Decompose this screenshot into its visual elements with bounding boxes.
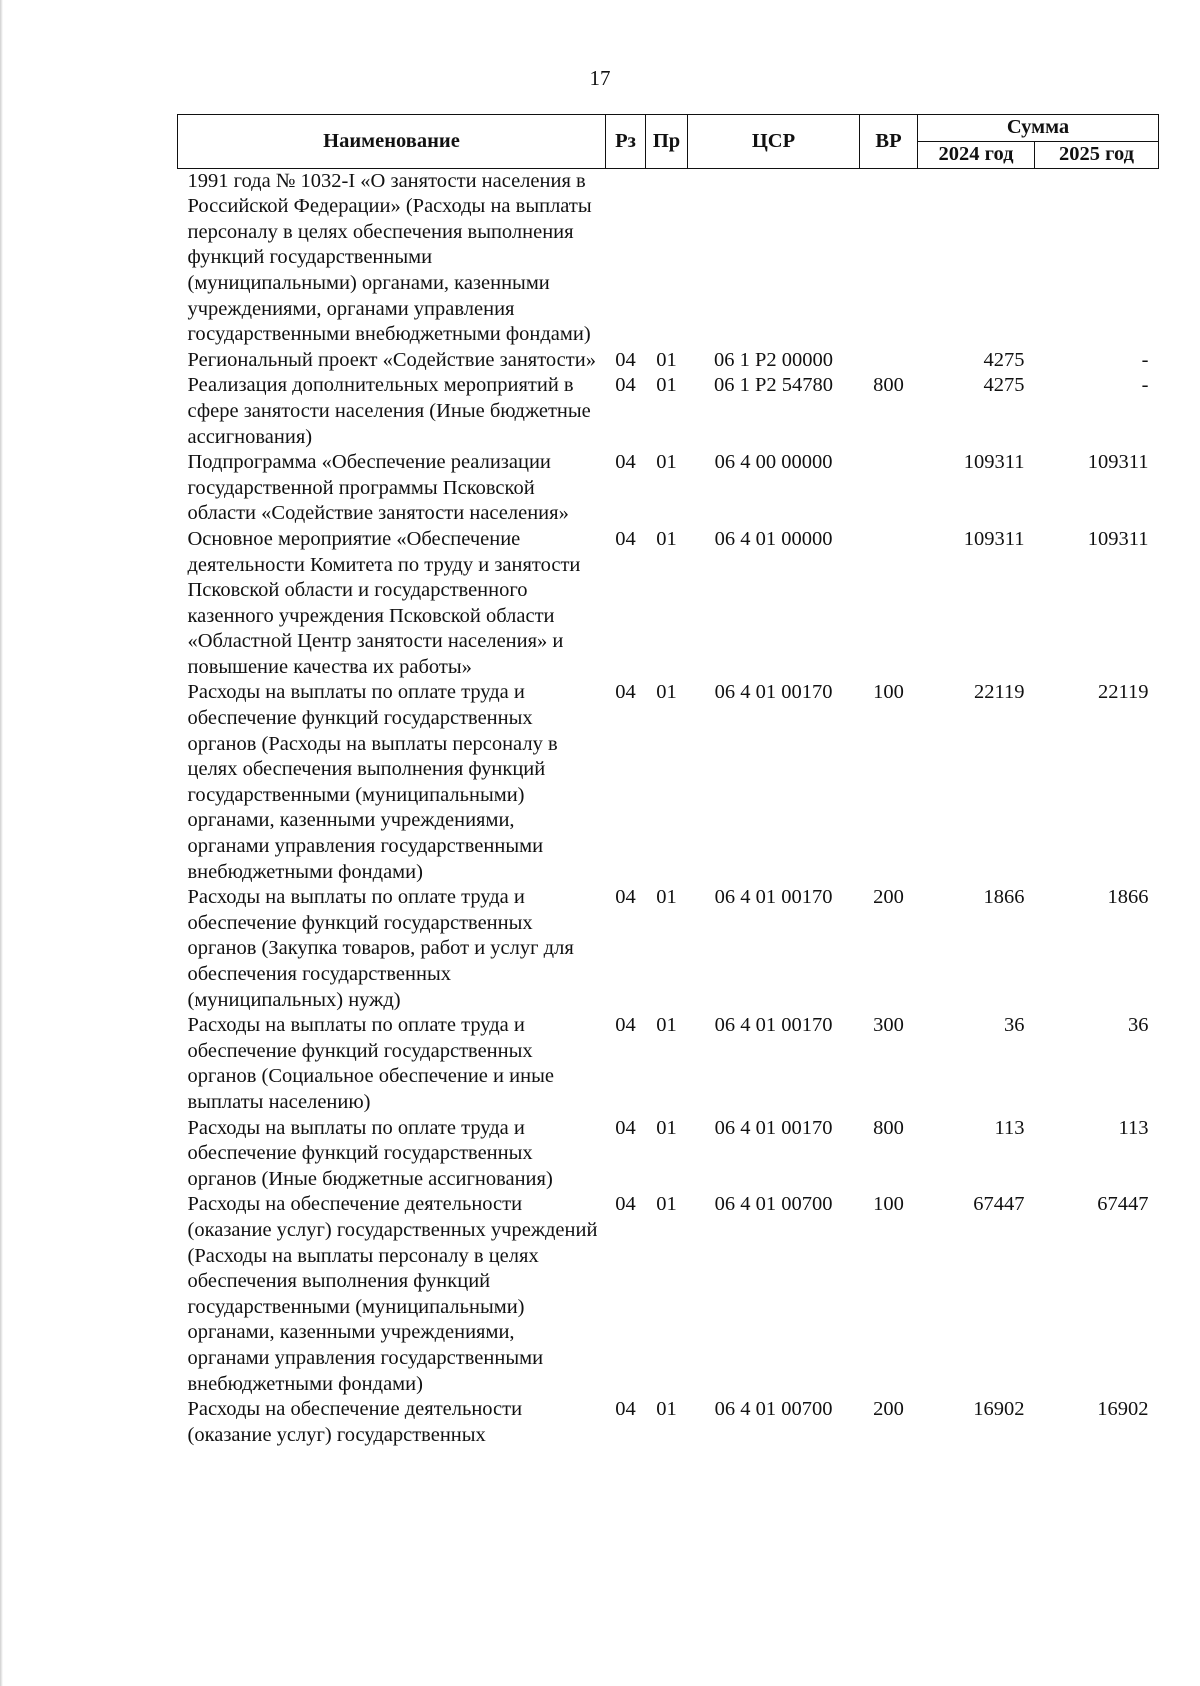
cell-csr: 06 4 01 00170 — [714, 681, 833, 704]
cell-sum-2024: 67447 — [973, 1193, 1025, 1216]
cell-vr — [860, 168, 918, 348]
header-name: Наименование — [178, 115, 606, 169]
cell-name: Расходы на обеспечение деятельности (оказание услуг) государственных учреждений (Расходы на выплаты персоналу в целях обеспечения выполнения функций государственными (муниципальными) органами, казенными учреждениями, органами управления государственными внебюджетными фондами) — [187, 1193, 598, 1395]
cell-csr: 06 1 Р2 00000 — [713, 348, 834, 371]
cell-csr: 06 4 01 00700 — [714, 1193, 833, 1216]
table-row — [178, 168, 1159, 348]
cell-sum-2025: 113 — [1118, 1116, 1149, 1139]
page-number: 17 — [589, 66, 611, 90]
cell-sum-2024: 109311 — [963, 451, 1025, 474]
cell-sum-2024 — [918, 168, 1035, 348]
budget-table — [177, 114, 1159, 1448]
cell-rz: 04 — [615, 886, 636, 909]
cell-sum-2024: 113 — [994, 1116, 1025, 1139]
cell-sum-2025: 22119 — [1098, 681, 1149, 704]
cell-sum-2024: 4275 — [983, 348, 1025, 371]
cell-name: Подпрограмма «Обеспечение реализации государственной программы Псковской области «Содействие занятости населения» — [187, 451, 569, 525]
cell-rz: 04 — [615, 527, 636, 550]
cell-rz: 04 — [615, 1193, 636, 1216]
cell-sum-2025: - — [1141, 374, 1149, 397]
cell-sum-2024: 36 — [1004, 1014, 1025, 1037]
cell-pr: 01 — [656, 348, 677, 371]
cell-vr: 200 — [873, 886, 904, 909]
cell-vr — [860, 527, 918, 681]
cell-pr: 01 — [656, 1398, 677, 1421]
cell-sum-2024: 1866 — [983, 886, 1025, 909]
cell-csr: 06 1 Р2 54780 — [713, 374, 834, 397]
cell-vr — [860, 450, 918, 527]
table-row — [178, 348, 1159, 374]
table-row — [178, 680, 1159, 885]
scan-edge — [0, 0, 3, 1686]
cell-name: Расходы на выплаты по оплате труда и обеспечение функций государственных органов (Расходы на выплаты персоналу в целях обеспечения выполнения функций государственными (муниципальными) органами, казенными учреждениями, органами управления государственными внебюджетными фондами) — [187, 681, 558, 883]
cell-rz: 04 — [615, 348, 636, 371]
cell-name: Реализация дополнительных мероприятий в сфере занятости населения (Иные бюджетные ассигнования) — [187, 374, 591, 448]
cell-sum-2025: 36 — [1128, 1014, 1149, 1037]
cell-rz: 04 — [615, 681, 636, 704]
cell-pr: 01 — [656, 886, 677, 909]
cell-name: Расходы на выплаты по оплате труда и обеспечение функций государственных органов (Закупка товаров, работ и услуг для обеспечения государственных (муниципальных) нужд) — [187, 886, 574, 1011]
header-sum: Сумма — [918, 115, 1159, 142]
cell-csr: 06 4 01 00170 — [714, 1116, 833, 1139]
table-row — [178, 1192, 1159, 1397]
cell-csr: 06 4 00 00000 — [714, 451, 833, 474]
cell-vr: 100 — [873, 1193, 904, 1216]
cell-pr: 01 — [656, 374, 677, 397]
cell-sum-2025: 67447 — [1097, 1193, 1149, 1216]
cell-pr: 01 — [656, 451, 677, 474]
table-body — [178, 168, 1159, 1448]
table-row — [178, 885, 1159, 1013]
table-row — [178, 373, 1159, 450]
cell-pr: 01 — [656, 527, 677, 550]
cell-rz: 04 — [615, 1398, 636, 1421]
cell-pr: 01 — [656, 681, 677, 704]
table-row — [178, 1116, 1159, 1193]
cell-csr: 06 4 01 00170 — [714, 1014, 833, 1037]
cell-name: Расходы на выплаты по оплате труда и обеспечение функций государственных органов (Иные бюджетные ассигнования) — [187, 1116, 553, 1190]
cell-vr: 200 — [873, 1398, 904, 1421]
cell-pr — [646, 168, 688, 348]
cell-sum-2025: 16902 — [1097, 1398, 1149, 1421]
cell-rz: 04 — [615, 451, 636, 474]
table-row — [178, 527, 1159, 681]
cell-rz: 04 — [615, 374, 636, 397]
cell-sum-2025: 109311 — [1087, 527, 1149, 550]
cell-csr — [688, 168, 860, 348]
header-csr: ЦСР — [688, 115, 860, 169]
table-row — [178, 1013, 1159, 1115]
cell-pr: 01 — [656, 1014, 677, 1037]
header-year-2025: 2025 год — [1035, 142, 1159, 169]
cell-csr: 06 4 01 00170 — [714, 886, 833, 909]
cell-sum-2024: 4275 — [983, 374, 1025, 397]
cell-csr: 06 4 01 00700 — [714, 1398, 833, 1421]
cell-rz: 04 — [615, 1014, 636, 1037]
cell-csr: 06 4 01 00000 — [714, 527, 833, 550]
cell-name: Расходы на выплаты по оплате труда и обеспечение функций государственных органов (Социальное обеспечение и иные выплаты населению) — [187, 1014, 554, 1113]
cell-name: Расходы на обеспечение деятельности (оказание услуг) государственных — [187, 1398, 523, 1446]
table-row — [178, 1397, 1159, 1448]
cell-rz: 04 — [615, 1116, 636, 1139]
cell-sum-2024: 109311 — [963, 527, 1025, 550]
header-rz: Рз — [606, 115, 646, 169]
cell-name: 1991 года № 1032-I «О занятости населения в Российской Федерации» (Расходы на выплаты персоналу в целях обеспечения выполнения функций государственными (муниципальными) органами, казенными учреждениями, органами управления государственными внебюджетными фондами) — [187, 169, 592, 346]
cell-sum-2024: 22119 — [974, 681, 1025, 704]
cell-vr: 800 — [873, 374, 904, 397]
cell-name: Основное мероприятие «Обеспечение деятельности Комитета по труду и занятости Псковской области и государственного казенного учреждения Псковской области «Областной Центр занятости населения» и повышение качества их работы» — [187, 527, 581, 678]
header-pr: Пр — [646, 115, 688, 169]
cell-sum-2025: 109311 — [1087, 451, 1149, 474]
cell-vr: 300 — [873, 1014, 904, 1037]
cell-name: Региональный проект «Содействие занятости» — [187, 348, 596, 371]
cell-vr: 100 — [873, 681, 904, 704]
cell-sum-2025: - — [1141, 348, 1149, 371]
cell-pr: 01 — [656, 1193, 677, 1216]
cell-sum-2025: 1866 — [1107, 886, 1149, 909]
cell-sum-2024: 16902 — [973, 1398, 1025, 1421]
cell-vr: 800 — [873, 1116, 904, 1139]
cell-pr: 01 — [656, 1116, 677, 1139]
cell-vr — [860, 348, 918, 374]
header-year-2024: 2024 год — [918, 142, 1035, 169]
cell-sum-2025 — [1035, 168, 1159, 348]
header-vr: ВР — [860, 115, 918, 169]
cell-rz — [606, 168, 646, 348]
table-row — [178, 450, 1159, 527]
